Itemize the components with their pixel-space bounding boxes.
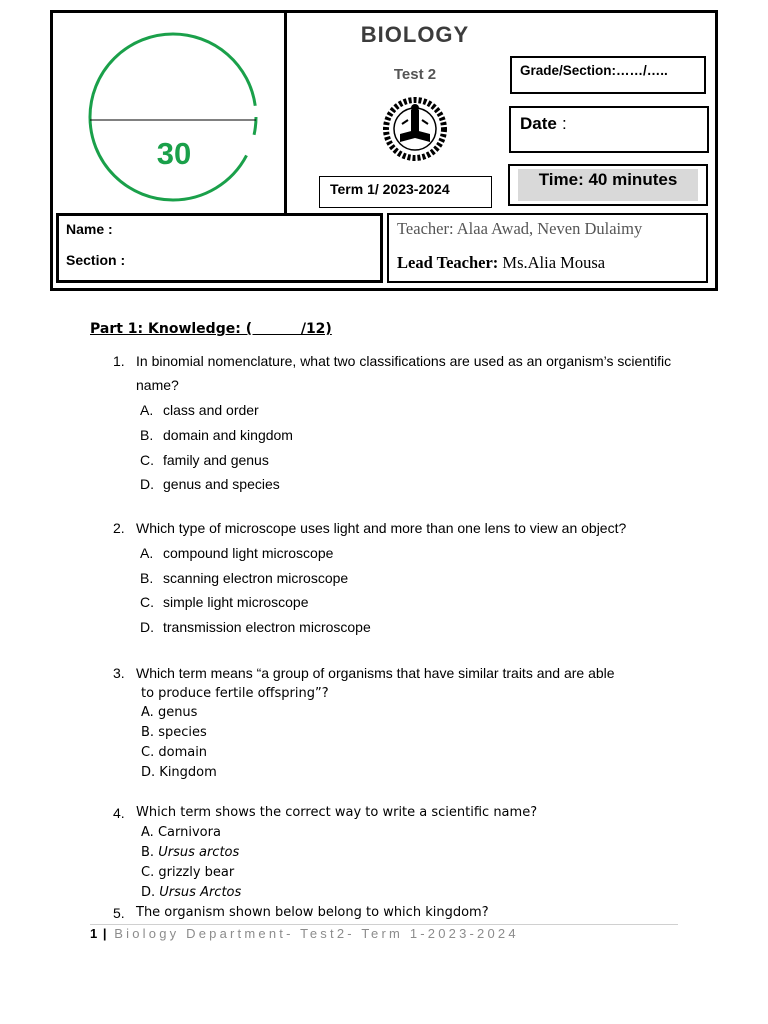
grade-section-field[interactable]: Grade/Section:……/….. xyxy=(520,63,668,78)
question-number: 2. xyxy=(113,520,125,536)
answer-option[interactable]: B. species xyxy=(141,725,207,740)
answer-option[interactable]: C. domain xyxy=(141,745,208,760)
answer-option[interactable]: C. grizzly bear xyxy=(141,865,235,880)
date-label: Date xyxy=(520,114,557,133)
time-limit: Time: 40 minutes xyxy=(538,170,678,189)
option-letter: D. xyxy=(140,619,154,635)
answer-option[interactable]: class and order xyxy=(163,402,259,418)
score-circle xyxy=(88,32,258,202)
option-letter: A. xyxy=(140,402,154,418)
question-number: 4. xyxy=(113,805,125,821)
option-letter: A. xyxy=(140,545,154,561)
option-letter: C. xyxy=(140,452,154,468)
question-text: Which type of microscope uses light and more than one lens to view an object? xyxy=(136,520,627,536)
answer-option[interactable]: B. Ursus arctos xyxy=(141,845,240,860)
page-number: 1 | xyxy=(90,926,108,941)
term-label: Term 1/ 2023-2024 xyxy=(330,181,450,197)
question-number: 5. xyxy=(113,905,125,921)
answer-option[interactable]: A. genus xyxy=(141,705,198,720)
question-text: Which term shows the correct way to write a scientific name? xyxy=(136,805,538,820)
question-text: to produce fertile offspring”? xyxy=(141,686,329,701)
school-logo xyxy=(378,96,452,162)
answer-option[interactable]: domain and kingdom xyxy=(163,427,293,443)
answer-option[interactable]: simple light microscope xyxy=(163,594,309,610)
part-title: Part 1: Knowledge: ( /12) xyxy=(90,321,332,337)
option-letter: B. xyxy=(140,570,154,586)
section-field[interactable]: Section : xyxy=(66,252,126,268)
test-number: Test 2 xyxy=(393,66,437,83)
question-text: name? xyxy=(136,377,179,393)
option-letter: C. xyxy=(140,594,154,610)
question-number: 1. xyxy=(113,353,125,369)
answer-option[interactable]: scanning electron microscope xyxy=(163,570,349,586)
answer-option[interactable]: D. Kingdom xyxy=(141,765,217,780)
date-field[interactable]: : xyxy=(562,114,567,133)
answer-option[interactable]: transmission electron microscope xyxy=(163,619,371,635)
question-text: The organism shown below belong to which kingdom? xyxy=(136,905,489,920)
name-field[interactable]: Name : xyxy=(66,221,113,237)
option-letter: D. xyxy=(140,476,154,492)
answer-option[interactable]: D. Ursus Arctos xyxy=(141,885,242,900)
header-divider xyxy=(284,10,287,214)
page-footer xyxy=(90,926,519,941)
footer-text: Biology Department- Test2- Term 1-2023-2024 xyxy=(107,926,519,941)
teacher-names: Teacher: Alaa Awad, Neven Dulaimy xyxy=(397,219,643,238)
subject-title: BIOLOGY xyxy=(360,22,470,47)
option-letter: B. xyxy=(140,427,154,443)
footer-divider xyxy=(90,924,678,925)
question-number: 3. xyxy=(113,665,125,681)
lead-teacher-label: Lead Teacher: xyxy=(397,253,499,272)
question-text: Which term means “a group of organisms that have similar traits and are able xyxy=(136,665,615,681)
answer-option[interactable]: A. Carnivora xyxy=(141,825,221,840)
total-score: 30 xyxy=(156,136,192,171)
lead-teacher xyxy=(397,253,605,273)
lead-teacher-name: Ms.Alia Mousa xyxy=(498,253,606,272)
question-text: In binomial nomenclature, what two classifications are used as an organism’s scientific xyxy=(136,353,672,369)
answer-option[interactable]: family and genus xyxy=(163,452,269,468)
answer-option[interactable]: compound light microscope xyxy=(163,545,334,561)
answer-option[interactable]: genus and species xyxy=(163,476,280,492)
